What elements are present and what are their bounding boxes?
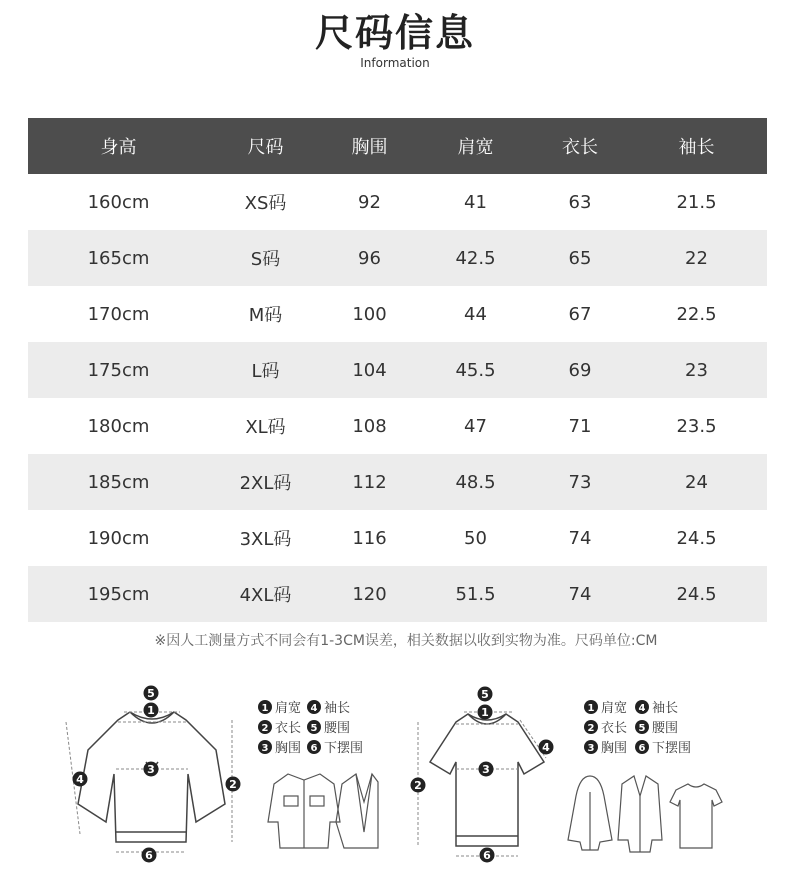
table-cell: 92 [358,191,381,213]
table-cell: 112 [322,454,417,510]
table-cell: 24 [626,454,767,510]
table-cell: 47 [464,415,487,437]
table-cell: 73 [534,454,626,510]
legend-label: 下摆围 [652,741,692,756]
table-cell: 170cm [87,303,150,325]
legend-num: 2 [587,723,595,734]
marker-label: 4 [542,741,550,754]
table-cell: 24.5 [626,566,767,622]
legend-label: 衣长 [601,721,628,736]
table-cell: 41 [464,191,487,213]
jacket-icon [268,774,340,848]
marker-label: 1 [147,704,155,717]
legend-label: 袖长 [324,701,351,716]
table-cell: 21.5 [676,191,717,213]
table-cell: 74 [568,527,592,549]
table-cell: 42.5 [417,230,534,286]
column-header-shoulder: 肩宽 [417,118,534,174]
table-cell: 23 [626,342,767,398]
table-row [28,566,767,622]
table-row [28,286,767,342]
size-table [28,118,767,622]
legend-label: 下摆围 [324,741,364,756]
table-cell: 108 [352,415,387,437]
table-cell: 22.5 [676,303,717,325]
measurement-note: ※因人工测量方式不同会有1-3CM误差，相关数据以收到实物为准。尺码单位:CM [154,633,658,649]
table-cell: 165cm [28,230,209,286]
table-cell: 180cm [87,415,150,437]
sweater-measurement-diagram [60,672,380,872]
column-header-height: 身高 [28,118,209,174]
table-row [28,398,767,454]
table-cell: 2XL码 [209,454,322,510]
legend-label: 衣长 [275,721,302,736]
page-title: 尺码信息 [314,11,475,55]
legend-label: 腰围 [324,721,351,736]
table-row [28,342,767,398]
table-cell: 96 [322,230,417,286]
table-cell: 175cm [28,342,209,398]
hoodie-icon [568,776,612,850]
legend-num: 4 [638,703,646,714]
marker-label: 1 [481,706,489,719]
legend-label: 袖长 [652,701,679,716]
marker-label: 3 [482,763,490,776]
marker-label: 5 [481,688,489,701]
tshirt-measurement-diagram [400,672,730,872]
table-row [28,510,767,566]
legend-num: 1 [587,703,595,714]
marker-label: 3 [147,763,155,776]
table-cell: 195cm [28,566,209,622]
table-cell: 44 [464,303,487,325]
legend-num: 5 [638,723,646,734]
legend-num: 2 [261,723,269,734]
table-cell: 48.5 [417,454,534,510]
column-header-size: 尺码 [209,118,322,174]
legend-num: 4 [310,703,318,714]
legend-label: 胸围 [275,741,302,756]
table-row [28,174,767,230]
table-cell: 74 [534,566,626,622]
marker-label: 6 [145,849,153,862]
table-cell: 116 [352,527,387,549]
page-subtitle: Information [360,56,430,70]
table-cell: 104 [322,342,417,398]
column-header-length: 衣长 [534,118,626,174]
marker-label: 2 [229,778,237,791]
legend-num: 1 [261,703,269,714]
table-cell: 69 [534,342,626,398]
legend-num: 3 [587,743,595,754]
table-cell: 185cm [28,454,209,510]
table-cell: 67 [568,303,592,325]
legend-label: 肩宽 [275,701,302,716]
table-cell: 190cm [87,527,150,549]
marker-label: 5 [147,687,155,700]
table-cell: L码 [209,342,322,398]
table-cell: 51.5 [417,566,534,622]
blazer-icon [336,774,378,848]
legend-label: 胸围 [601,741,628,756]
column-header-sleeve: 袖长 [626,118,767,174]
legend-label: 腰围 [652,721,679,736]
tshirt-icon [670,784,722,848]
table-cell: 63 [568,191,592,213]
legend-num: 3 [261,743,269,754]
marker-label: 4 [76,773,84,786]
legend-label: 肩宽 [601,701,628,716]
table-cell: S码 [209,230,322,286]
column-header-chest: 胸围 [322,118,417,174]
table-cell: 3XL码 [239,529,292,550]
table-cell: 71 [568,415,592,437]
table-cell: 50 [464,527,487,549]
table-cell: XL码 [245,417,286,438]
table-row [28,230,767,286]
table-row [28,454,767,510]
table-cell: 100 [352,303,387,325]
marker-label: 2 [414,779,422,792]
table-header-row [28,118,767,174]
table-cell: 65 [534,230,626,286]
table-cell: XS码 [244,193,287,214]
table-cell: 4XL码 [209,566,322,622]
table-cell: 160cm [87,191,150,213]
legend-num: 6 [638,743,646,754]
table-cell: 45.5 [417,342,534,398]
legend-num: 6 [310,743,318,754]
table-cell: 23.5 [676,415,717,437]
table-cell: 120 [322,566,417,622]
table-cell: M码 [248,305,283,326]
marker-label: 6 [483,849,491,862]
cardigan-icon [618,776,662,852]
table-cell: 24.5 [676,527,717,549]
table-cell: 22 [626,230,767,286]
legend-num: 5 [310,723,318,734]
